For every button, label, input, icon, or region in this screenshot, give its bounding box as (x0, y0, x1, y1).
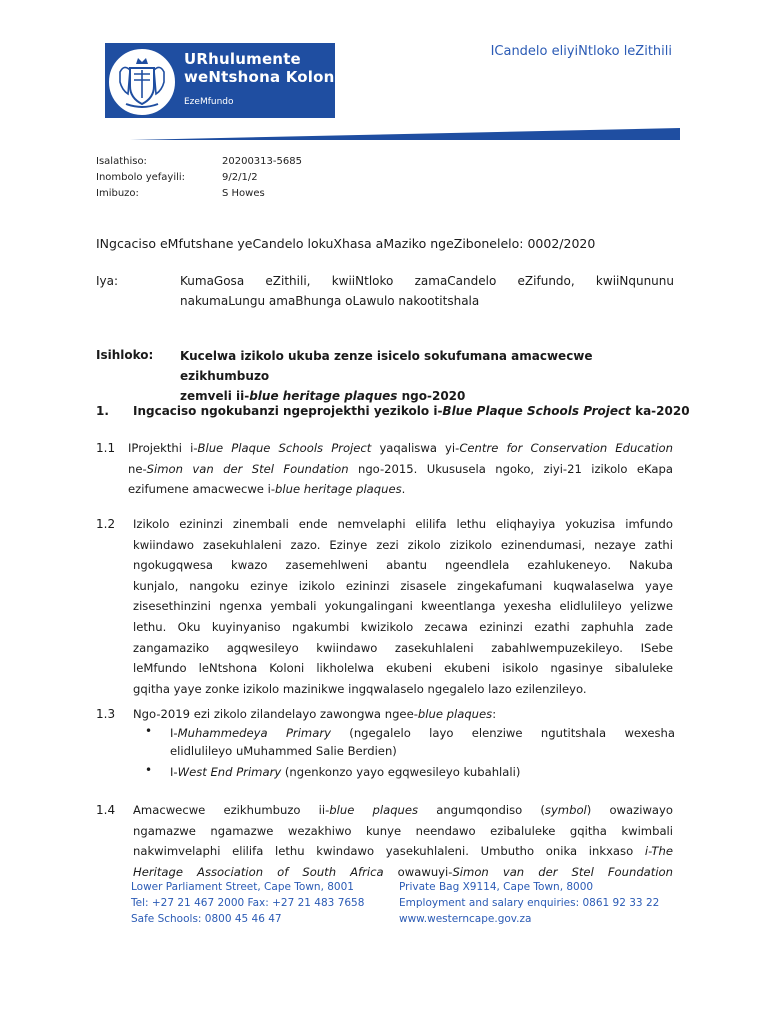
section-number: 1. (96, 404, 109, 418)
department-name: ICandelo eliyiNtloko leZithili (490, 44, 672, 59)
footer-address-left (131, 879, 364, 927)
footer-phone-fax: Tel: +27 21 467 2000 Fax: +27 21 483 7658 (131, 897, 365, 909)
subject-label: Isihloko: (96, 348, 154, 362)
bullet-item-1: I-Muhammedeya Primary (ngegalelo layo elenziwe ngutitshala wexesha (170, 726, 675, 740)
footer-address-right (399, 879, 659, 927)
subject-text (180, 346, 674, 406)
bullet-icon: • (145, 763, 153, 777)
footer-enquiries: Employment and salary enquiries: 0861 92 33 22 (399, 897, 660, 909)
addressee-text: KumaGosa eZithili, kwiiNtloko zamaCandelo eZifundo, kwiiNqununu nakumaLungu amaBhunga oLawulo nakootitshala (180, 274, 674, 308)
paragraph-number-1-4: 1.4 (96, 803, 116, 817)
footer-street-address: Lower Parliament Street, Cape Town, 8001 (131, 881, 354, 893)
paragraph-number-1-3: 1.3 (96, 707, 116, 721)
logo-subtitle: EzeMfundo (184, 97, 234, 107)
paragraph-number-1-2: 1.2 (96, 517, 116, 531)
reference-label: Isalathiso: (96, 156, 147, 167)
file-number-label: Inombolo yefayili: (96, 172, 186, 183)
logo-title-line2: weNtshona Koloni (184, 68, 340, 86)
paragraph-1-3-intro: Ngo-2019 ezi zikolo zilandelayo zawongwa ngee-blue plaques: (133, 707, 497, 721)
bullet-item-2: I-West End Primary (ngenkonzo yayo egqwesileyo kubahlali) (170, 765, 521, 779)
paragraph-number-1-1: 1.1 (96, 441, 116, 455)
footer-safe-schools: Safe Schools: 0800 45 46 47 (131, 913, 282, 925)
enquiries-label: Imibuzo: (96, 188, 139, 199)
footer-website-link[interactable]: www.westerncape.gov.za (399, 913, 532, 925)
header-divider-wedge (130, 128, 680, 142)
file-number-value: 9/2/1/2 (222, 172, 258, 183)
minute-title: INgcaciso eMfutshane yeCandelo lokuXhasa aMaziko ngeZibonelelo: 0002/2020 (96, 236, 596, 251)
paragraph-1-1: IProjekthi i-Blue Plaque Schools Project yaqaliswa yi-Centre for Conservation Education ne-Simon van der Stel Foundation ngo-2015. Ukususela ngoko, ziyi-21 izikolo eKapa ezifumene amacwecwe i-blue heritage plaques. (128, 441, 673, 497)
bullet-item-1-cont: elidlulileyo uMuhammed Salie Berdien) (170, 744, 397, 758)
enquiries-value: S Howes (222, 188, 265, 199)
section-heading: Ingcaciso ngokubanzi ngeprojekthi yezikolo i-Blue Plaque Schools Project ka-2020 (133, 404, 690, 418)
subject-line-1: Kucelwa izikolo ukuba zenze isicelo sokufumana amacwecwe ezikhumbuzo (180, 349, 593, 383)
subject-line-2: zemveli ii-blue heritage plaques ngo-2020 (180, 389, 466, 403)
footer-postal-address: Private Bag X9114, Cape Town, 8000 (399, 881, 594, 893)
reference-value: 20200313-5685 (222, 156, 302, 167)
bullet-icon: • (145, 724, 153, 738)
logo-title-line1: URhulumente (184, 50, 301, 68)
paragraph-1-2: Izikolo ezininzi zinembali ende nemvelaphi elilifa lethu eliqhayiya yokuzisa imfundo kwiindawo zasekuhlaleni zazo. Ezinye zezi zikolo zizikolo ezinendumasi, nezaye zathi ngokugqwesa kwazo zasemehlweni abantu ngeendlela ezahlukeneyo. Nakuba kunjalo, nangoku ezinye izikolo ezininzi zisasele zingekafumani kuqwalaselwa yaye zisesethinzini ngenxa yembali yokungalingani kweentlanga yexesha elidlulileyo yelizwe lethu. Oku kuyinyaniso ngakumbi kwizikolo zecawa ezininzi ezathi zaphuhla zade zangamaziko agqwesileyo kwiindawo zasekuhlaleni zabahlwempuzekileyo. ISebe leMfundo leNtshona Koloni likholelwa ekubeni ekubeni isikolo ngasinye sibaluleke gqitha yaye zonke izikolo mazinikwe ingqwalaselo ngegalelo lazo ezilenzileyo. (133, 517, 673, 696)
addressee-label: Iya: (96, 274, 119, 288)
coat-of-arms-icon (116, 54, 168, 110)
paragraph-1-4: Amacwecwe ezikhumbuzo ii-blue plaques angumqondiso (symbol) owaziwayo ngamazwe ngamazwe wezakhiwo kunye neendawo ezibaluleke gqitha kwimbali nakwimvelaphi elilifa lethu kwindawo yasekuhlaleni. Umbutho onika inkxaso i-The Heritage Association of South Africa owawuyi-Simon van der Stel Foundation (133, 803, 673, 879)
